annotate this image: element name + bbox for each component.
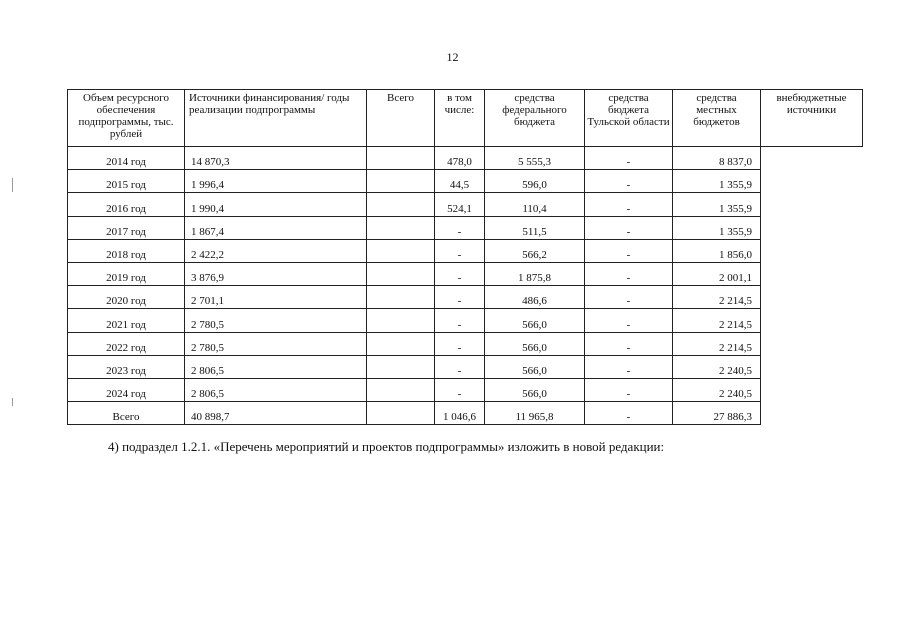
cell-empty — [367, 378, 435, 401]
cell-local: - — [585, 402, 673, 425]
cell-total: 1 867,4 — [185, 216, 367, 239]
table-row — [68, 216, 863, 239]
table-row — [68, 239, 863, 262]
table-row — [68, 147, 863, 170]
cell-total: 2 780,5 — [185, 332, 367, 355]
cell-regional: 596,0 — [485, 170, 585, 193]
header-local: средства местных бюджетов — [673, 90, 761, 147]
cell-regional: 11 965,8 — [485, 402, 585, 425]
cell-regional: 110,4 — [485, 193, 585, 216]
cell-local: - — [585, 193, 673, 216]
cell-local: - — [585, 262, 673, 285]
cell-local: - — [585, 286, 673, 309]
header-total: Всего — [367, 90, 435, 147]
row-label: Всего — [68, 402, 185, 425]
cell-total: 2 422,2 — [185, 239, 367, 262]
amendment-paragraph: 4) подраздел 1.2.1. «Перечень мероприятий и проектов подпрограммы» изложить в новой редакции: — [108, 439, 665, 454]
row-label: 2021 год — [68, 309, 185, 332]
cell-total: 1 996,4 — [185, 170, 367, 193]
row-label: 2018 год — [68, 239, 185, 262]
cell-total: 1 990,4 — [185, 193, 367, 216]
table-row — [68, 355, 863, 378]
row-label: 2015 год — [68, 170, 185, 193]
cell-empty — [367, 262, 435, 285]
cell-extra: 2 240,5 — [673, 378, 761, 401]
scan-artifact — [12, 178, 13, 192]
cell-local: - — [585, 378, 673, 401]
cell-empty — [367, 286, 435, 309]
cell-local: - — [585, 309, 673, 332]
cell-federal: - — [435, 332, 485, 355]
cell-extra: 2 214,5 — [673, 286, 761, 309]
cell-extra: 1 355,9 — [673, 170, 761, 193]
cell-local: - — [585, 216, 673, 239]
cell-extra: 2 214,5 — [673, 309, 761, 332]
row-label: 2023 год — [68, 355, 185, 378]
cell-extra: 2 240,5 — [673, 355, 761, 378]
cell-local: - — [585, 147, 673, 170]
row-label: 2014 год — [68, 147, 185, 170]
cell-total: 14 870,3 — [185, 147, 367, 170]
row-label: 2020 год — [68, 286, 185, 309]
cell-federal: - — [435, 239, 485, 262]
cell-local: - — [585, 170, 673, 193]
cell-federal: 44,5 — [435, 170, 485, 193]
cell-extra: 2 001,1 — [673, 262, 761, 285]
cell-extra: 8 837,0 — [673, 147, 761, 170]
table-row — [68, 378, 863, 401]
cell-empty — [367, 355, 435, 378]
cell-empty — [367, 147, 435, 170]
cell-extra: 1 355,9 — [673, 216, 761, 239]
cell-federal: 478,0 — [435, 147, 485, 170]
row-label: 2022 год — [68, 332, 185, 355]
cell-local: - — [585, 239, 673, 262]
financing-table — [67, 89, 863, 425]
table-row — [68, 332, 863, 355]
cell-empty — [367, 402, 435, 425]
row-label: 2024 год — [68, 378, 185, 401]
cell-extra: 27 886,3 — [673, 402, 761, 425]
cell-regional: 486,6 — [485, 286, 585, 309]
header-including: в том числе: — [435, 90, 485, 147]
table-row — [68, 309, 863, 332]
cell-federal: - — [435, 262, 485, 285]
cell-empty — [367, 170, 435, 193]
cell-regional: 511,5 — [485, 216, 585, 239]
cell-empty — [367, 309, 435, 332]
cell-total: 2 806,5 — [185, 355, 367, 378]
cell-federal: - — [435, 286, 485, 309]
cell-regional: 1 875,8 — [485, 262, 585, 285]
table-row — [68, 262, 863, 285]
cell-empty — [367, 332, 435, 355]
cell-local: - — [585, 355, 673, 378]
cell-regional: 566,0 — [485, 378, 585, 401]
table-header-row — [68, 90, 863, 147]
cell-federal: 524,1 — [435, 193, 485, 216]
cell-regional: 5 555,3 — [485, 147, 585, 170]
header-extra: внебюджетные источники — [761, 90, 863, 147]
row-label: 2016 год — [68, 193, 185, 216]
row-label: 2017 год — [68, 216, 185, 239]
cell-regional: 566,0 — [485, 309, 585, 332]
header-regional: средства бюджета Тульской области — [585, 90, 673, 147]
cell-federal: - — [435, 309, 485, 332]
cell-extra: 2 214,5 — [673, 332, 761, 355]
table-row — [68, 170, 863, 193]
header-federal: средства федерального бюджета — [485, 90, 585, 147]
cell-total: 2 701,1 — [185, 286, 367, 309]
cell-total: 3 876,9 — [185, 262, 367, 285]
header-sources: Источники финансирования/ годы реализации подпрограммы — [185, 90, 367, 147]
cell-extra: 1 355,9 — [673, 193, 761, 216]
page-number: 12 — [446, 50, 459, 64]
cell-local: - — [585, 332, 673, 355]
row-label: 2019 год — [68, 262, 185, 285]
cell-regional: 566,0 — [485, 332, 585, 355]
cell-extra: 1 856,0 — [673, 239, 761, 262]
cell-federal: - — [435, 355, 485, 378]
cell-total: 40 898,7 — [185, 402, 367, 425]
cell-regional: 566,2 — [485, 239, 585, 262]
cell-total: 2 780,5 — [185, 309, 367, 332]
cell-federal: - — [435, 216, 485, 239]
table-total-row — [68, 402, 863, 425]
cell-empty — [367, 216, 435, 239]
cell-federal: 1 046,6 — [435, 402, 485, 425]
resource-volume-cell: Объем ресурсного обеспечения подпрограммы, тыс. рублей — [68, 90, 185, 147]
cell-empty — [367, 193, 435, 216]
scan-artifact — [12, 398, 13, 406]
table-row — [68, 193, 863, 216]
cell-regional: 566,0 — [485, 355, 585, 378]
cell-empty — [367, 239, 435, 262]
cell-federal: - — [435, 378, 485, 401]
table-row — [68, 286, 863, 309]
cell-total: 2 806,5 — [185, 378, 367, 401]
